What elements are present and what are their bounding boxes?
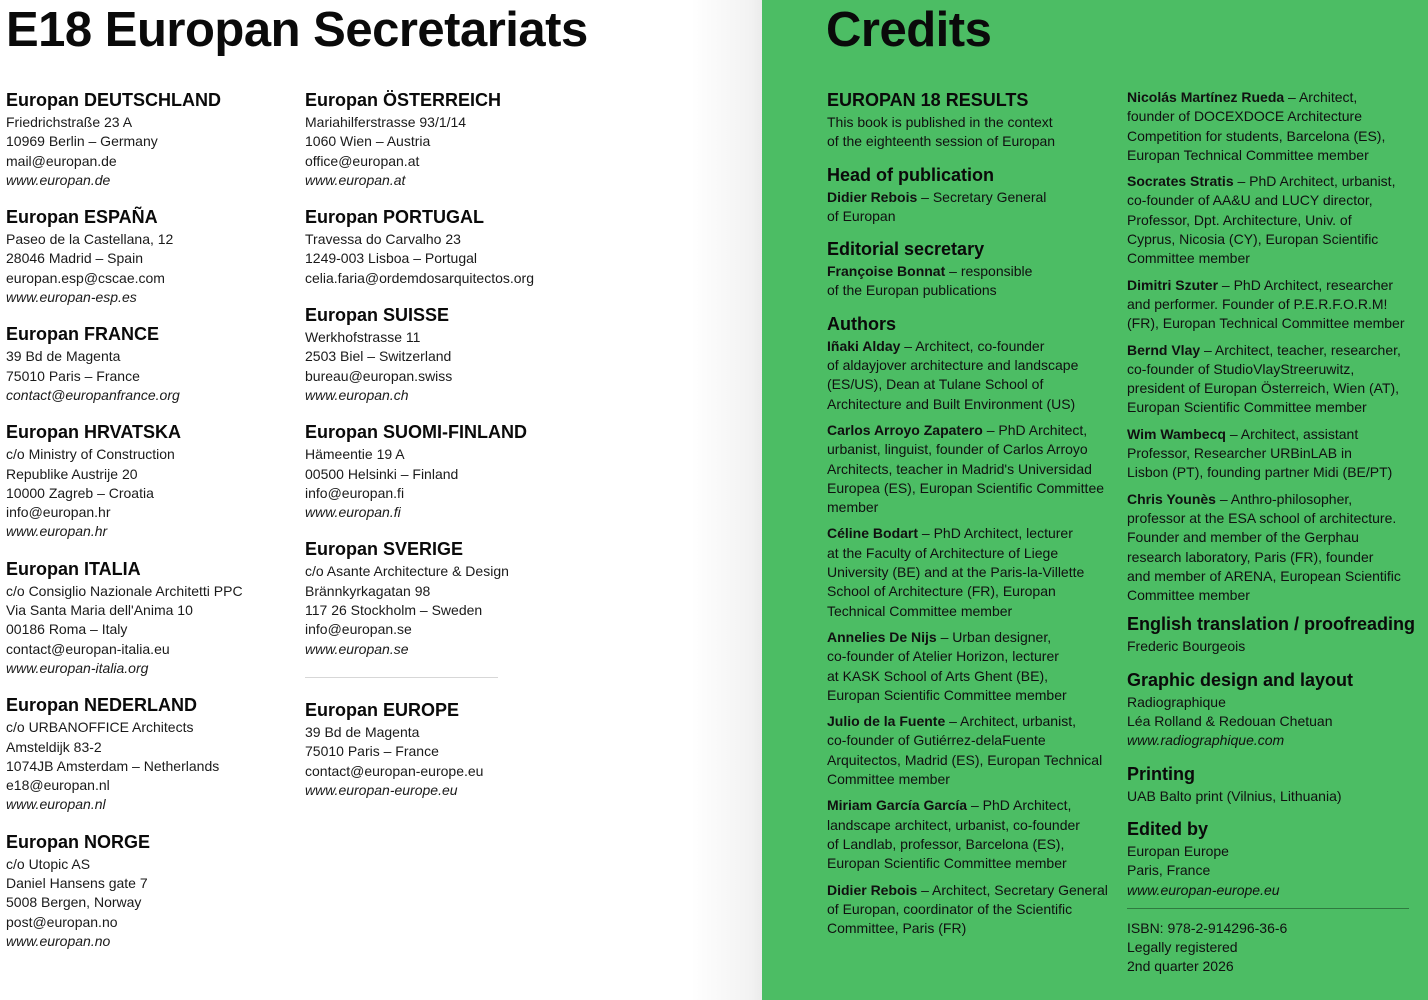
secretariat-website-link[interactable]: www.europan.de: [6, 171, 111, 188]
author-name: Annelies De Nijs: [827, 628, 937, 645]
author-bio-line: Architects, teacher in Madrid's Universidad: [827, 460, 1092, 477]
secretariat-address-line: Republike Austrije 20: [6, 465, 138, 482]
author-name: Dimitri Szuter: [1127, 276, 1219, 293]
secretariat-address-line: 10000 Zagreb – Croatia: [6, 484, 154, 501]
secretariat-address-line: Hämeentie 19 A: [305, 446, 405, 463]
author-bio-line: co-founder of StudioVlayStreeruwitz,: [1127, 360, 1355, 377]
author-bio-line: Europea (ES), Europan Scientific Committee: [827, 479, 1105, 496]
author-bio-line: Lisbon (PT), founding partner Midi (BE/PT): [1127, 464, 1393, 481]
results-line: This book is published in the context: [827, 114, 1053, 130]
secretariat-email-link[interactable]: celia.faria@ordemdosarquitectos.org: [305, 269, 534, 286]
author-bio-line: member: [827, 499, 879, 516]
editorial-secretary-line: [827, 262, 1115, 281]
author-bio-line: Europan Scientific Committee member: [827, 855, 1067, 872]
secretariat-name: Europan PORTUGAL: [305, 207, 484, 228]
secretariat-address-line: c/o Utopic AS: [6, 855, 91, 872]
person-name: Didier Rebois: [827, 188, 918, 205]
author-bio-line: – PhD Architect, urbanist,: [1233, 173, 1396, 190]
isbn-line: ISBN: 978-2-914296-36-6: [1127, 919, 1288, 936]
secretariat-website-link[interactable]: www.europan.hr: [6, 523, 108, 540]
secretariat-address-line: 75010 Paris – France: [6, 367, 140, 384]
secretariat-address-line: Mariahilferstrasse 93/1/14: [305, 114, 467, 130]
results-line: of the eighteenth session of Europan: [827, 133, 1056, 150]
secretariat-address-line: Travessa do Carvalho 23: [305, 231, 461, 248]
secretariat-name: Europan EUROPE: [305, 699, 460, 720]
author-name: Iñaki Alday: [827, 337, 901, 354]
author-bio-line: Europan Technical Committee member: [1127, 146, 1369, 163]
head-of-publication-heading: Head of publication: [827, 164, 995, 185]
secretariats-title: E18 Europan Secretariats: [6, 3, 588, 57]
design-section: [1127, 668, 1417, 751]
secretariat-email-link[interactable]: info@europan.se: [305, 621, 412, 638]
author-bio-line: professor at the ESA school of architecture.: [1127, 509, 1397, 526]
author-bio-line: Professor, Dpt. Architecture, Univ. of: [1127, 211, 1352, 228]
secretariat-email-link[interactable]: contact@europan-italia.eu: [6, 640, 170, 657]
head-of-publication-line: of Europan: [827, 207, 896, 224]
secretariat-address-line: 00186 Roma – Italy: [6, 621, 128, 638]
secretariat-address-line: c/o Ministry of Construction: [6, 446, 175, 463]
secretariat-email-link[interactable]: contact@europan-europe.eu: [305, 762, 484, 779]
europe-divider: [305, 677, 498, 678]
authors-section: [827, 312, 1115, 939]
secretariat-entry: [6, 693, 291, 814]
translation-heading: English translation / proofreading: [1127, 614, 1416, 635]
legal-registration-line: Legally registered: [1127, 939, 1238, 956]
secretariat-address-line: 5008 Bergen, Norway: [6, 894, 142, 911]
secretariat-entry: [305, 303, 605, 405]
design-line: Léa Rolland & Redouan Chetuan: [1127, 713, 1333, 730]
secretariat-entry: [6, 557, 291, 678]
secretariat-address-line: 39 Bd de Magenta: [6, 348, 121, 365]
secretariat-email-link[interactable]: info@europan.hr: [6, 504, 111, 521]
author-name: Wim Wambecq: [1127, 425, 1226, 442]
author-entry: [1127, 172, 1417, 268]
author-bio-line: Professor, Researcher URBinLAB in: [1127, 445, 1352, 462]
author-entry: [1127, 425, 1417, 483]
author-bio-line: founder of DOCEXDOCE Architecture: [1127, 108, 1362, 125]
design-website-link[interactable]: www.radiographique.com: [1127, 732, 1285, 749]
translation-section: [1127, 612, 1417, 656]
printing-heading: Printing: [1127, 763, 1195, 784]
author-bio-line: co-founder of Atelier Horizon, lecturer: [827, 648, 1059, 665]
secretariat-address-line: c/o URBANOFFICE Architects: [6, 719, 194, 736]
secretariat-website-link[interactable]: www.europan-europe.eu: [305, 781, 458, 798]
results-heading: EUROPAN 18 RESULTS: [827, 90, 1029, 110]
author-bio-line: (ES/US), Dean at Tulane School of: [827, 376, 1044, 393]
secretariat-website-link[interactable]: www.europan.fi: [305, 504, 401, 521]
secretariats-column-2: [305, 88, 605, 815]
author-bio-line: landscape architect, urbanist, co-founder: [827, 816, 1080, 833]
secretariat-address-line: c/o Asante Architecture & Design: [305, 563, 509, 580]
author-name: Didier Rebois: [827, 881, 918, 898]
author-bio-line: of aldayjover architecture and landscape: [827, 357, 1079, 374]
secretariat-email-link[interactable]: mail@europan.de: [6, 152, 117, 169]
secretariat-name: Europan SUISSE: [305, 305, 450, 326]
author-entry: [827, 881, 1115, 939]
author-bio-line: Europan Scientific Committee member: [1127, 399, 1367, 416]
author-bio-line: of Landlab, professor, Barcelona (ES),: [827, 835, 1065, 852]
author-bio-line: Europan Scientific Committee member: [827, 686, 1067, 703]
author-bio-line: Committee, Paris (FR): [827, 920, 967, 937]
author-bio-line: co-founder of AA&U and LUCY director,: [1127, 192, 1373, 209]
secretariat-email-link[interactable]: office@europan.at: [305, 152, 420, 169]
head-of-publication-line: [827, 188, 1115, 207]
secretariat-name: Europan SUOMI-FINLAND: [305, 422, 527, 443]
secretariat-website-link[interactable]: www.europan.ch: [305, 386, 409, 403]
author-entry: [1127, 341, 1417, 418]
author-bio-line: – Architect, urbanist,: [945, 713, 1076, 730]
secretariat-name: Europan NEDERLAND: [6, 695, 198, 716]
secretariat-entry: [305, 88, 605, 190]
author-bio-line: – Architect, Secretary General: [917, 881, 1108, 898]
secretariat-address-line: Brännkyrkagatan 98: [305, 582, 431, 599]
author-bio-line: Technical Committee member: [827, 602, 1013, 619]
secretariat-name: Europan ÖSTERREICH: [305, 90, 502, 110]
edited-by-line: Europan Europe: [1127, 842, 1229, 859]
author-bio-line: – Architect,: [1284, 89, 1358, 105]
secretariat-website-link[interactable]: www.europan.at: [305, 171, 406, 188]
head-of-publication-section: [827, 163, 1115, 227]
secretariat-entry: [305, 205, 605, 288]
secretariat-address-line: c/o Consiglio Nazionale Architetti PPC: [6, 582, 243, 599]
secretariat-address-line: 1249-003 Lisboa – Portugal: [305, 250, 478, 267]
author-entry: [827, 337, 1115, 414]
author-bio-line: and performer. Founder of P.E.R.F.O.R.M!: [1127, 295, 1388, 312]
secretariat-entry: [6, 88, 291, 190]
author-entry: [827, 524, 1115, 620]
printing-line: UAB Balto print (Vilnius, Lithuania): [1127, 787, 1342, 804]
author-bio-line: – Architect, assistant: [1225, 425, 1359, 442]
printing-section: [1127, 762, 1417, 806]
author-name: Nicolás Martínez Rueda: [1127, 89, 1285, 105]
secretariat-website-link[interactable]: www.europan-italia.org: [6, 659, 149, 676]
secretariat-website-link[interactable]: www.europan.nl: [6, 796, 106, 813]
credits-title: Credits: [826, 3, 992, 57]
secretariat-address-line: Werkhofstrasse 11: [305, 329, 421, 346]
secretariat-entry: [305, 420, 605, 522]
isbn-divider: [1127, 908, 1409, 909]
author-entry: [827, 712, 1115, 789]
author-bio-line: – PhD Architect, researcher: [1218, 276, 1394, 293]
secretariat-email-link[interactable]: europan.esp@cscae.com: [6, 269, 165, 286]
credits-column-1: [827, 88, 1115, 949]
editorial-secretary-line: of the Europan publications: [827, 282, 997, 299]
secretariat-name: Europan DEUTSCHLAND: [6, 90, 221, 110]
secretariat-name: Europan FRANCE: [6, 324, 159, 345]
secretariat-name: Europan HRVATSKA: [6, 422, 182, 443]
design-line: Radiographique: [1127, 693, 1226, 710]
secretariat-entry: [305, 698, 605, 800]
author-bio-line: Cyprus, Nicosia (CY), Europan Scientific: [1127, 231, 1379, 248]
secretariats-column-1: [6, 88, 291, 966]
secretariat-entry: [6, 322, 291, 405]
author-bio-line: and member of ARENA, European Scientific: [1127, 567, 1401, 584]
author-bio-line: of Europan, coordinator of the Scientific: [827, 900, 1073, 917]
secretariat-entry: [305, 537, 605, 658]
secretariat-address-line: 75010 Paris – France: [305, 743, 439, 760]
secretariat-name: Europan ESPAÑA: [6, 207, 158, 228]
person-name: Françoise Bonnat: [827, 263, 946, 280]
authors-heading: Authors: [827, 313, 896, 334]
secretariat-address-line: 28046 Madrid – Spain: [6, 250, 143, 267]
secretariat-address-line: Via Santa Maria dell'Anima 10: [6, 602, 193, 619]
secretariat-email-link[interactable]: info@europan.fi: [305, 484, 405, 501]
secretariat-entry: [6, 420, 291, 541]
edited-by-website-link[interactable]: www.europan-europe.eu: [1127, 881, 1280, 898]
page-fold-shadow: [690, 0, 762, 1000]
secretariat-name: Europan SVERIGE: [305, 539, 464, 560]
author-bio-line: – Anthro-philosopher,: [1215, 490, 1353, 507]
secretariat-address-line: 39 Bd de Magenta: [305, 723, 420, 740]
author-bio-line: – Urban designer,: [936, 628, 1052, 645]
edited-by-section: [1127, 817, 1417, 900]
author-bio-line: – PhD Architect, lecturer: [918, 525, 1073, 542]
person-role: – responsible: [945, 263, 1033, 280]
author-bio-line: research laboratory, Paris (FR), founder: [1127, 548, 1374, 565]
secretariat-address-line: Friedrichstraße 23 A: [6, 114, 133, 130]
author-name: Céline Bodart: [827, 525, 919, 542]
author-bio-line: president of Europan Österreich, Wien (AT),: [1127, 380, 1400, 397]
secretariat-email-link[interactable]: bureau@europan.swiss: [305, 367, 453, 384]
author-name: Carlos Arroyo Zapatero: [827, 421, 983, 438]
author-bio-line: – Architect, co-founder: [900, 337, 1045, 354]
secretariat-email-link[interactable]: post@europan.no: [6, 913, 118, 930]
secretariat-entry: [6, 830, 291, 951]
author-entry: [1127, 490, 1417, 606]
secretariat-address-line: Amsteldijk 83-2: [6, 738, 102, 755]
author-name: Miriam García García: [827, 797, 968, 814]
secretariat-address-line: 10969 Berlin – Germany: [6, 133, 158, 150]
author-bio-line: – PhD Architect,: [967, 797, 1072, 814]
authors-list: [827, 337, 1115, 939]
author-bio-line: urbanist, linguist, founder of Carlos Arroyo: [827, 441, 1088, 458]
secretariat-address-line: 1074JB Amsterdam – Netherlands: [6, 757, 220, 774]
author-bio-line: Architecture and Built Environment (US): [827, 395, 1076, 412]
author-bio-line: co-founder of Gutiérrez-delaFuente: [827, 732, 1046, 749]
secretariat-website-link[interactable]: www.europan.se: [305, 640, 409, 657]
person-role: – Secretary General: [917, 188, 1047, 205]
secretariat-address-line: 117 26 Stockholm – Sweden: [305, 602, 483, 619]
author-entry: [1127, 88, 1417, 165]
editorial-secretary-heading: Editorial secretary: [827, 239, 985, 260]
edited-by-heading: Edited by: [1127, 818, 1209, 839]
author-bio-line: (FR), Europan Technical Committee member: [1127, 315, 1405, 332]
secretariat-address-line: 1060 Wien – Austria: [305, 133, 431, 150]
secretariat-entry: [6, 205, 291, 307]
secretariat-address-line: 00500 Helsinki – Finland: [305, 465, 459, 482]
credits-column-2: [1127, 88, 1417, 977]
author-name: Socrates Stratis: [1127, 173, 1234, 190]
authors-list-continued: [1127, 88, 1417, 605]
results-section: [827, 88, 1115, 152]
editorial-secretary-section: [827, 237, 1115, 301]
author-bio-line: School of Architecture (FR), Europan: [827, 583, 1056, 600]
secretariat-address-line: Daniel Hansens gate 7: [6, 875, 148, 892]
design-heading: Graphic design and layout: [1127, 669, 1354, 690]
author-entry: [1127, 276, 1417, 334]
author-entry: [827, 796, 1115, 873]
edited-by-line: Paris, France: [1127, 862, 1211, 879]
author-bio-line: at the Faculty of Architecture of Liege: [827, 544, 1059, 561]
author-bio-line: – Architect, teacher, researcher,: [1200, 341, 1401, 358]
author-name: Julio de la Fuente: [827, 713, 946, 730]
author-bio-line: – PhD Architect,: [982, 421, 1088, 438]
author-name: Bernd Vlay: [1127, 341, 1201, 358]
author-bio-line: Committee member: [827, 771, 950, 788]
translation-line: Frederic Bourgeois: [1127, 638, 1246, 655]
author-bio-line: Committee member: [1127, 250, 1250, 267]
secretariat-email-link[interactable]: contact@europanfrance.org: [6, 386, 180, 403]
author-bio-line: at KASK School of Arts Ghent (BE),: [827, 667, 1048, 684]
author-entry: [827, 421, 1115, 517]
secretariat-address-line: Paseo de la Castellana, 12: [6, 231, 174, 248]
author-bio-line: Committee member: [1127, 587, 1250, 604]
registration-quarter-line: 2nd quarter 2026: [1127, 958, 1234, 975]
secretariat-address-line: 2503 Biel – Switzerland: [305, 348, 452, 365]
author-bio-line: University (BE) and at the Paris-la-Villette: [827, 564, 1085, 581]
author-name: Chris Younès: [1127, 490, 1216, 507]
secretariat-website-link[interactable]: www.europan-esp.es: [6, 289, 137, 306]
author-bio-line: Arquitectos, Madrid (ES), Europan Technical: [827, 751, 1103, 768]
secretariat-name: Europan NORGE: [6, 831, 151, 852]
author-bio-line: Competition for students, Barcelona (ES),: [1127, 127, 1386, 144]
author-entry: [827, 628, 1115, 705]
secretariat-name: Europan ITALIA: [6, 558, 141, 579]
secretariat-email-link[interactable]: e18@europan.nl: [6, 777, 110, 794]
author-bio-line: Founder and member of the Gerphau: [1127, 529, 1359, 546]
secretariat-website-link[interactable]: www.europan.no: [6, 932, 111, 949]
